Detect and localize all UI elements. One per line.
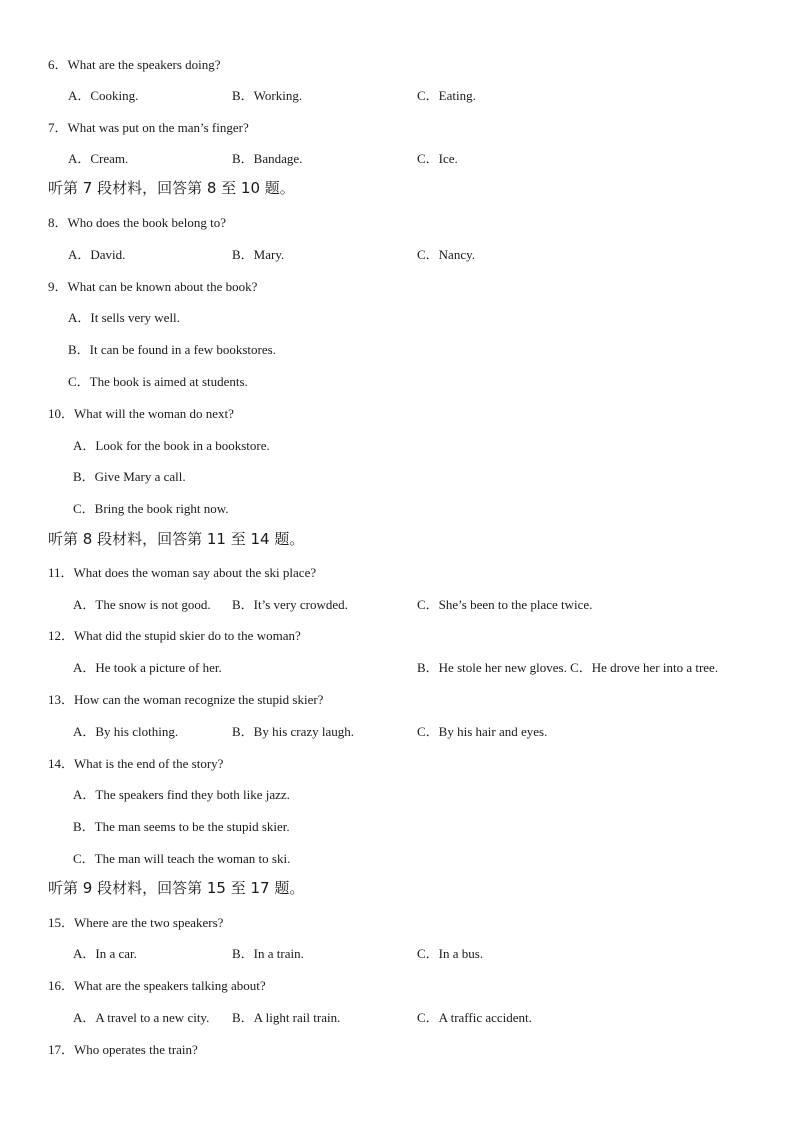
question-text: 9．What can be known about the book? — [48, 279, 258, 294]
option-line: C．The man will teach the woman to ski. — [73, 851, 291, 866]
option-line: B．The man seems to be the stupid skier. — [73, 819, 290, 834]
question-text: 14．What is the end of the story? — [48, 756, 224, 771]
question-text: 10．What will the woman do next? — [48, 406, 234, 421]
option-c: C．In a bus. — [417, 946, 484, 961]
option-c: C．Eating. — [417, 88, 476, 103]
option-c: C．Nancy. — [417, 247, 476, 262]
question-text: 12．What did the stupid skier do to the woman? — [48, 628, 301, 643]
option-line: A．It sells very well. — [68, 310, 180, 325]
section-heading: 听第 9 段材料，回答第 15 至 17 题。 — [48, 879, 305, 897]
option-a: A．Cooking. — [68, 88, 139, 103]
question-text: 7．What was put on the man’s finger? — [48, 120, 249, 135]
option-a: A．David. — [68, 247, 126, 262]
section-heading: 听第 7 段材料，回答第 8 至 10 题。 — [48, 179, 295, 197]
option-a: A．A travel to a new city. — [73, 1010, 210, 1025]
question-text: 16．What are the speakers talking about? — [48, 978, 266, 993]
option-c: C．A traffic accident. — [417, 1010, 532, 1025]
option-c: C．By his hair and eyes. — [417, 724, 548, 739]
option-c: C．Ice. — [417, 151, 458, 166]
option-b-c: B．He stole her new gloves. C．He drove her into a tree. — [417, 660, 719, 675]
option-b: B．By his crazy laugh. — [232, 724, 355, 739]
option-b: B．A light rail train. — [232, 1010, 341, 1025]
option-line: B．It can be found in a few bookstores. — [68, 342, 276, 357]
question-text: 8．Who does the book belong to? — [48, 215, 226, 230]
question-text: 13．How can the woman recognize the stupid skier? — [48, 692, 324, 707]
option-a: A．Cream. — [68, 151, 129, 166]
question-text: 17．Who operates the train? — [48, 1042, 198, 1057]
option-b: B．It’s very crowded. — [232, 597, 348, 612]
question-text: 11．What does the woman say about the ski place? — [48, 565, 317, 580]
question-text: 6．What are the speakers doing? — [48, 57, 221, 72]
option-line: C．Bring the book right now. — [73, 501, 229, 516]
option-line: C．The book is aimed at students. — [68, 374, 248, 389]
option-a: A．The snow is not good. — [73, 597, 211, 612]
option-line: B．Give Mary a call. — [73, 469, 186, 484]
option-line: A．Look for the book in a bookstore. — [73, 438, 270, 453]
option-b: B．Working. — [232, 88, 303, 103]
option-a: A．By his clothing. — [73, 724, 179, 739]
section-heading: 听第 8 段材料，回答第 11 至 14 题。 — [48, 530, 305, 548]
option-a: A．In a car. — [73, 946, 137, 961]
option-c: C．She’s been to the place twice. — [417, 597, 593, 612]
question-text: 15．Where are the two speakers? — [48, 915, 224, 930]
option-line: A．The speakers find they both like jazz. — [73, 787, 290, 802]
option-b: B．In a train. — [232, 946, 304, 961]
option-b: B．Bandage. — [232, 151, 303, 166]
option-b: B．Mary. — [232, 247, 285, 262]
option-a: A．He took a picture of her. — [73, 660, 222, 675]
